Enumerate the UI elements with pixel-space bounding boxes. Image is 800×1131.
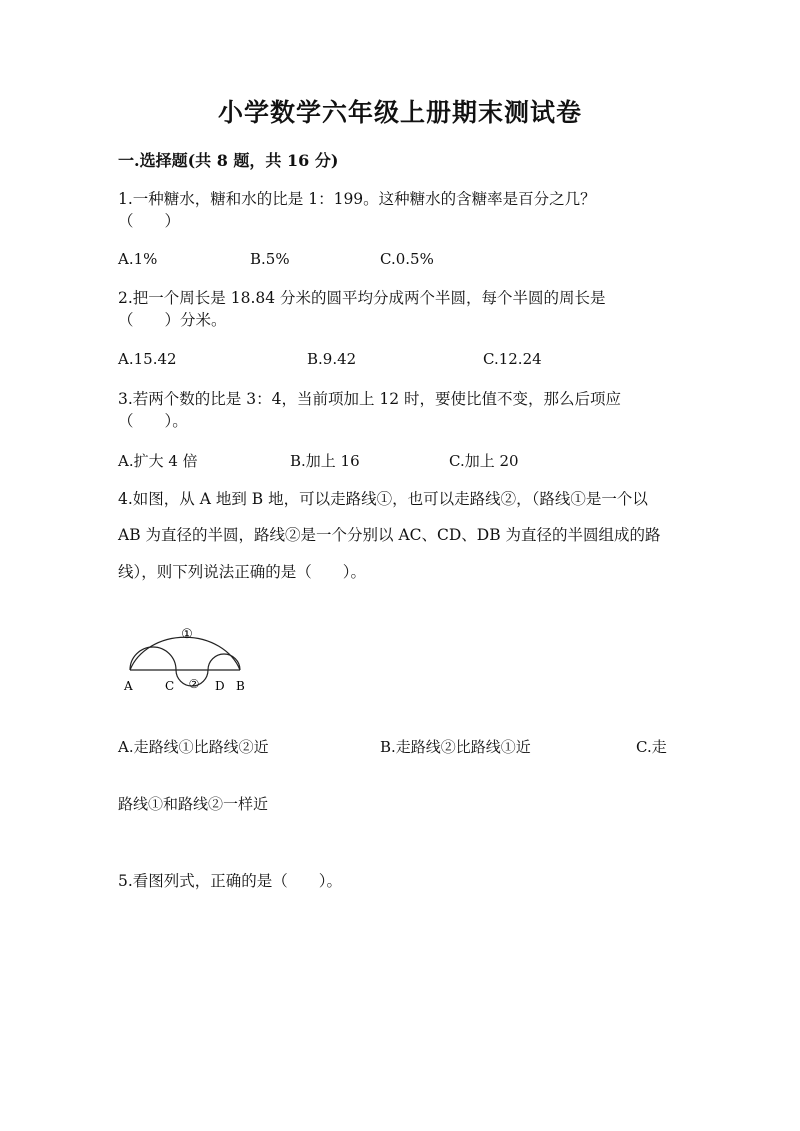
question-1-line-2: （ ） [118, 212, 181, 230]
question-4-line-3: 线），则下列说法正确的是（ ）。 [118, 563, 367, 581]
route-1-label: ① [181, 627, 193, 642]
question-4-line-2: AB 为直径的半圆，路线②是一个分别以 AC、CD、DB 为直径的半圆组成的路 [118, 526, 661, 544]
question-4-option-c-continued[interactable]: 路线①和路线②一样近 [118, 795, 269, 813]
point-d-label: D [215, 679, 225, 693]
section-heading: 一.选择题(共 8 题，共 16 分) [118, 151, 339, 170]
question-2-option-b[interactable]: B.9.42 [307, 350, 357, 368]
point-a-label: A [124, 679, 133, 693]
question-2-option-c[interactable]: C.12.24 [483, 350, 542, 368]
question-3-line-2: （ ）。 [118, 412, 188, 430]
point-c-label: C [165, 679, 175, 693]
question-1-line-1: 1.一种糖水，糖和水的比是 1：199。这种糖水的含糖率是百分之几？ [118, 190, 596, 208]
question-3-option-c[interactable]: C.加上 20 [449, 452, 519, 470]
question-4-option-a[interactable]: A.走路线①比路线②近 [118, 738, 269, 756]
question-3-option-b[interactable]: B.加上 16 [290, 452, 360, 470]
route-2-label: ② [188, 677, 200, 691]
question-2-line-2: （ ）分米。 [118, 311, 227, 329]
question-4-option-b[interactable]: B.走路线②比路线①近 [380, 738, 531, 756]
question-1-option-a[interactable]: A.1% [118, 250, 158, 268]
question-1-option-c[interactable]: C.0.5% [380, 250, 434, 268]
question-2-line-1: 2.把一个周长是 18.84 分米的圆平均分成两个半圆，每个半圆的周长是 [118, 289, 606, 307]
page-title: 小学数学六年级上册期末测试卷 [217, 98, 582, 127]
question-1-option-b[interactable]: B.5% [250, 250, 290, 268]
route-diagram [118, 612, 258, 694]
point-b-label: B [236, 679, 245, 693]
question-5-line-1: 5.看图列式，正确的是（ ）。 [118, 872, 343, 890]
question-3-line-1: 3.若两个数的比是 3：4，当前项加上 12 时，要使比值不变，那么后项应 [118, 390, 622, 408]
question-4-option-c[interactable]: C.走 [636, 738, 667, 756]
question-3-option-a[interactable]: A.扩大 4 倍 [118, 452, 198, 470]
question-4-line-1: 4.如图，从 A 地到 B 地，可以走路线①，也可以走路线②，（路线①是一个以 [118, 490, 648, 508]
question-2-option-a[interactable]: A.15.42 [118, 350, 177, 368]
